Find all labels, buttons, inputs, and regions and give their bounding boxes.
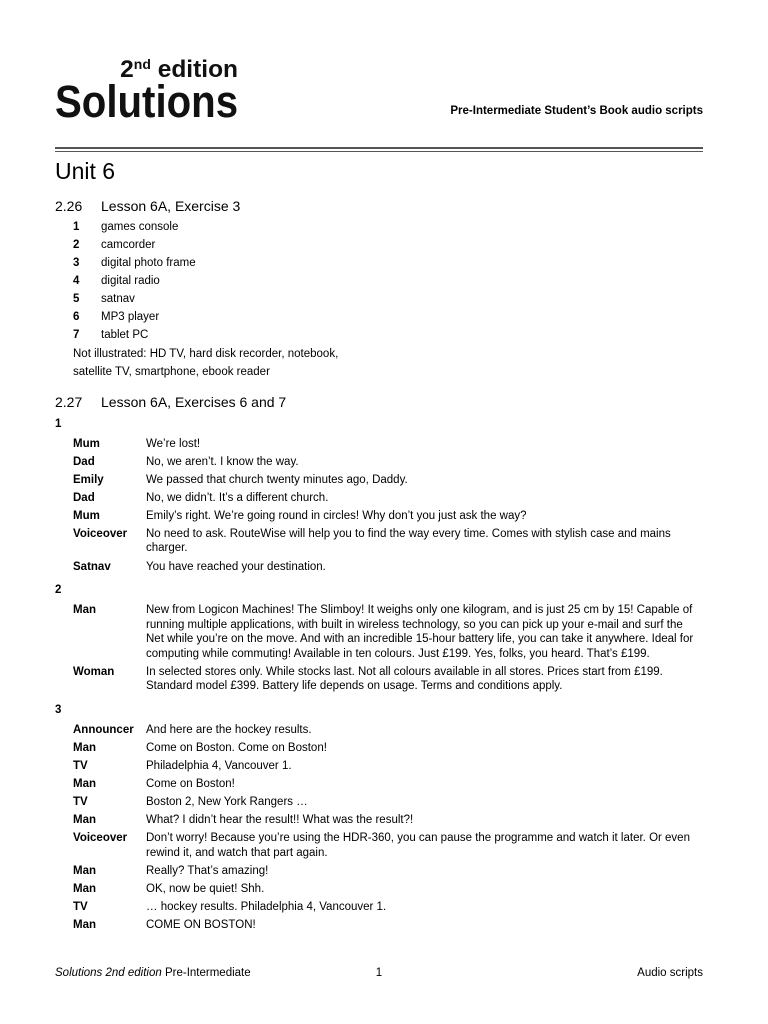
dialogue-line bbox=[55, 864, 703, 882]
vocabulary-item bbox=[55, 290, 703, 308]
speaker-name: Man bbox=[73, 865, 96, 877]
speaker-name: Man bbox=[73, 814, 96, 827]
speech-text: We’re lost! bbox=[146, 437, 201, 450]
speaker-name: Man bbox=[73, 919, 96, 932]
exercise-section bbox=[55, 393, 703, 936]
speech-text: OK, now be quiet! Shh. bbox=[146, 883, 265, 896]
dialogue-line bbox=[55, 723, 703, 741]
exercises bbox=[55, 197, 703, 937]
dialogue-line bbox=[55, 918, 703, 936]
speech-text: What? I didn’t hear the result!! What was the result?! bbox=[146, 814, 414, 827]
item-text: digital radio bbox=[101, 274, 160, 287]
speaker-name: Woman bbox=[73, 665, 115, 678]
item-number: 3 bbox=[73, 256, 80, 269]
speaker-name: TV bbox=[73, 901, 88, 914]
item-number: 2 bbox=[73, 238, 80, 251]
dialogue-line bbox=[55, 900, 703, 918]
exercise-title: Lesson 6A, Exercise 3 bbox=[101, 197, 241, 214]
item-text: camcorder bbox=[101, 238, 156, 251]
unit-title: Unit 6 bbox=[55, 158, 116, 184]
item-number: 5 bbox=[73, 292, 80, 305]
vocabulary-item bbox=[55, 272, 703, 290]
speaker-name: Mum bbox=[73, 509, 100, 522]
note-line: satellite TV, smartphone, ebook reader bbox=[73, 365, 270, 378]
speech-text: No, we aren’t. I know the way. bbox=[146, 455, 299, 468]
speaker-name: Satnav bbox=[73, 560, 111, 573]
page-number: 1 bbox=[375, 967, 383, 979]
speech-text: Really? That’s amazing! bbox=[146, 865, 269, 877]
header-divider bbox=[55, 147, 703, 152]
speech-text: We passed that church twenty minutes ago, Daddy. bbox=[146, 473, 408, 486]
dialogue-line bbox=[55, 813, 703, 831]
item-number: 7 bbox=[73, 328, 80, 341]
dialogue-group bbox=[55, 578, 703, 698]
speaker-name: Voiceover bbox=[73, 832, 128, 845]
dialogue-line bbox=[55, 759, 703, 777]
speech-text: Don’t worry! Because you’re using the HDR-360, you can pause the programme and watch it later. Or even rewind it, and watch that part again. bbox=[146, 832, 690, 859]
speaker-name: TV bbox=[73, 760, 88, 773]
item-text: MP3 player bbox=[101, 310, 160, 323]
exercise-number: 2.27 bbox=[55, 394, 83, 410]
speaker-name: TV bbox=[73, 796, 88, 809]
logo-wordmark: Solutions bbox=[55, 76, 239, 127]
dialogue-line bbox=[55, 603, 703, 665]
dialogue-line bbox=[55, 455, 703, 473]
dialogue-line bbox=[55, 882, 703, 900]
speaker-name: Mum bbox=[73, 437, 100, 450]
footer-book-title: Solutions 2nd edition bbox=[55, 967, 162, 979]
content bbox=[55, 158, 703, 936]
not-illustrated-note bbox=[55, 345, 703, 381]
speech-text: Come on Boston. Come on Boston! bbox=[146, 741, 327, 754]
exercise-heading bbox=[55, 393, 703, 411]
vocabulary-item bbox=[55, 254, 703, 272]
footer-level: Pre-Intermediate bbox=[164, 967, 251, 979]
exercise-number: 2.26 bbox=[55, 197, 83, 214]
speech-text: Emily’s right. We’re going round in circles! Why don’t you just ask the way? bbox=[146, 509, 527, 522]
dialogue-number: 3 bbox=[55, 703, 62, 716]
dialogue-line bbox=[55, 831, 703, 864]
item-text: tablet PC bbox=[101, 328, 149, 341]
vocabulary-item bbox=[55, 308, 703, 326]
speaker-name: Man bbox=[73, 778, 96, 791]
exercise-heading bbox=[55, 197, 703, 215]
logo-edition-word: edition bbox=[157, 56, 238, 83]
dialogue-line bbox=[55, 795, 703, 813]
dialogue-line bbox=[55, 509, 703, 527]
vocabulary-item bbox=[55, 218, 703, 236]
vocabulary-item bbox=[55, 326, 703, 344]
dialogue-line bbox=[55, 473, 703, 491]
speech-text: In selected stores only. While stocks last. Not all colours available in all stores. Prices start from £199. Standard model £399. Battery life depends on usage. Terms and conditions apply. bbox=[146, 665, 663, 693]
speaker-name: Dad bbox=[73, 491, 95, 504]
dialogue-group bbox=[55, 411, 703, 578]
speech-text: Boston 2, New York Rangers … bbox=[146, 796, 308, 809]
item-number: 1 bbox=[73, 220, 80, 233]
dialogue-number: 1 bbox=[55, 417, 62, 430]
dialogue-line bbox=[55, 777, 703, 795]
speech-text: … hockey results. Philadelphia 4, Vancouver 1. bbox=[146, 901, 387, 914]
speech-text: New from Logicon Machines! The Slimboy! It weighs only one kilogram, and is just 25 cm by 15! Capable of running multiple applications, with built in wireless technology, so you can pick up your e-mail and surf the Net while you’re on the move. And with an incredible 15-hour battery life, you can take it anywhere. Ideal for computing while commuting! Available in ten colours. Just £199. Yes, folks, you heard. That’s £199. bbox=[146, 604, 694, 660]
dialogue-line bbox=[55, 665, 703, 698]
dialogue-line bbox=[55, 560, 703, 578]
item-text: digital photo frame bbox=[101, 256, 196, 269]
logo-edition-suffix: nd bbox=[133, 56, 151, 72]
speech-text: No, we didn’t. It’s a different church. bbox=[146, 491, 329, 504]
dialogue-line bbox=[55, 491, 703, 509]
speaker-name: Man bbox=[73, 741, 96, 754]
speech-text: No need to ask. RouteWise will help you to find the way every time. Comes with stylish case and mains charger. bbox=[146, 527, 671, 555]
item-number: 4 bbox=[73, 274, 80, 287]
dialogue-line bbox=[55, 437, 703, 455]
page-footer bbox=[55, 965, 703, 981]
speech-text: And here are the hockey results. bbox=[146, 723, 312, 736]
item-number: 6 bbox=[73, 310, 80, 323]
speaker-name: Announcer bbox=[73, 723, 134, 736]
vocabulary-list bbox=[55, 218, 703, 344]
speaker-name: Emily bbox=[73, 473, 104, 486]
item-text: games console bbox=[101, 220, 179, 233]
document-subtitle: Pre-Intermediate Student’s Book audio scripts bbox=[450, 105, 703, 117]
footer-section: Audio scripts bbox=[637, 967, 703, 979]
speaker-name: Dad bbox=[73, 455, 95, 468]
dialogue-line bbox=[55, 741, 703, 759]
speech-text: Philadelphia 4, Vancouver 1. bbox=[146, 760, 292, 773]
item-text: satnav bbox=[101, 292, 135, 305]
speech-text: Come on Boston! bbox=[146, 778, 235, 791]
speech-text: You have reached your destination. bbox=[146, 560, 326, 573]
logo-edition-number: 2 bbox=[120, 56, 134, 83]
dialogue-number: 2 bbox=[55, 584, 62, 597]
speaker-name: Man bbox=[73, 883, 96, 896]
exercise-title: Lesson 6A, Exercises 6 and 7 bbox=[101, 394, 287, 410]
dialogue-line bbox=[55, 527, 703, 560]
speaker-name: Voiceover bbox=[73, 527, 128, 540]
exercise-section bbox=[55, 197, 703, 381]
speaker-name: Man bbox=[73, 604, 96, 617]
note-line: Not illustrated: HD TV, hard disk recorder, notebook, bbox=[73, 347, 339, 360]
dialogue-group bbox=[55, 697, 703, 936]
speech-text: COME ON BOSTON! bbox=[146, 919, 256, 932]
vocabulary-item bbox=[55, 236, 703, 254]
